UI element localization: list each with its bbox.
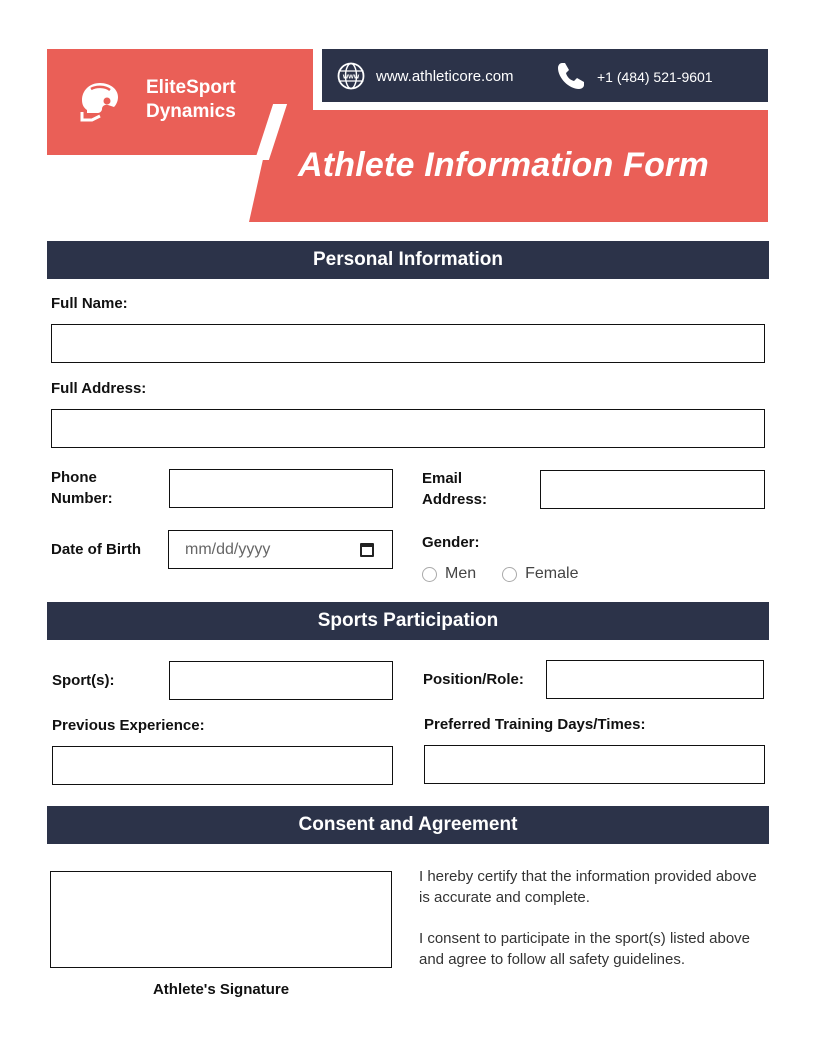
- email-label: [422, 468, 487, 510]
- sports-input[interactable]: [169, 661, 393, 700]
- signature-box[interactable]: [50, 871, 392, 968]
- sports-label: Sport(s):: [52, 672, 115, 689]
- consent-statement-participation: I consent to participate in the sport(s) listed above and agree to follow all safety guidelines.: [419, 930, 751, 968]
- phone-label: [51, 467, 113, 509]
- consent-statement-accuracy: I hereby certify that the information provided above is accurate and complete.: [419, 868, 757, 906]
- position-label: Position/Role:: [423, 671, 524, 688]
- training-input[interactable]: [424, 745, 765, 784]
- dob-label: Date of Birth: [51, 541, 141, 558]
- dob-input[interactable]: [168, 530, 393, 569]
- email-label-line2: Address:: [422, 491, 488, 508]
- full-address-input[interactable]: [51, 409, 765, 448]
- email-label-line1: Email: [422, 470, 463, 487]
- gender-option-female-label[interactable]: Female: [525, 565, 579, 582]
- svg-text:www: www: [342, 73, 360, 81]
- experience-input[interactable]: [52, 746, 393, 785]
- section-header-personal: Personal Information: [47, 241, 769, 279]
- section-header-sports: Sports Participation: [47, 602, 769, 640]
- phone-link[interactable]: +1 (484) 521-9601: [597, 69, 713, 85]
- brand-name-line1: EliteSport: [146, 77, 236, 98]
- full-address-label: Full Address:: [51, 380, 147, 397]
- phone-label-line2: Number:: [51, 490, 113, 507]
- gender-radio-men[interactable]: [422, 567, 437, 582]
- phone-icon: [556, 61, 586, 91]
- signature-label: Athlete's Signature: [152, 981, 290, 998]
- gender-option-men-label[interactable]: Men: [445, 565, 477, 582]
- phone-label-line1: Phone: [51, 469, 97, 486]
- position-input[interactable]: [546, 660, 764, 699]
- gender-label: Gender:: [422, 534, 480, 551]
- experience-label: Previous Experience:: [52, 717, 205, 734]
- football-helmet-icon: [78, 80, 122, 124]
- brand-name-line2: Dynamics: [146, 101, 236, 122]
- phone-input[interactable]: [169, 469, 393, 508]
- email-input[interactable]: [540, 470, 765, 509]
- section-header-consent: Consent and Agreement: [47, 806, 769, 844]
- website-link[interactable]: www.athleticore.com: [376, 68, 514, 85]
- gender-radio-group: [422, 565, 578, 583]
- full-name-input[interactable]: [51, 324, 765, 363]
- page-title: Athlete Information Form: [298, 146, 709, 184]
- dob-placeholder: mm/dd/yyyy: [185, 540, 271, 558]
- brand-name: [146, 76, 236, 124]
- full-name-label: Full Name:: [51, 295, 128, 312]
- training-label: Preferred Training Days/Times:: [424, 716, 646, 733]
- calendar-icon[interactable]: [360, 543, 374, 557]
- gender-radio-female[interactable]: [502, 567, 517, 582]
- globe-icon: [337, 62, 365, 90]
